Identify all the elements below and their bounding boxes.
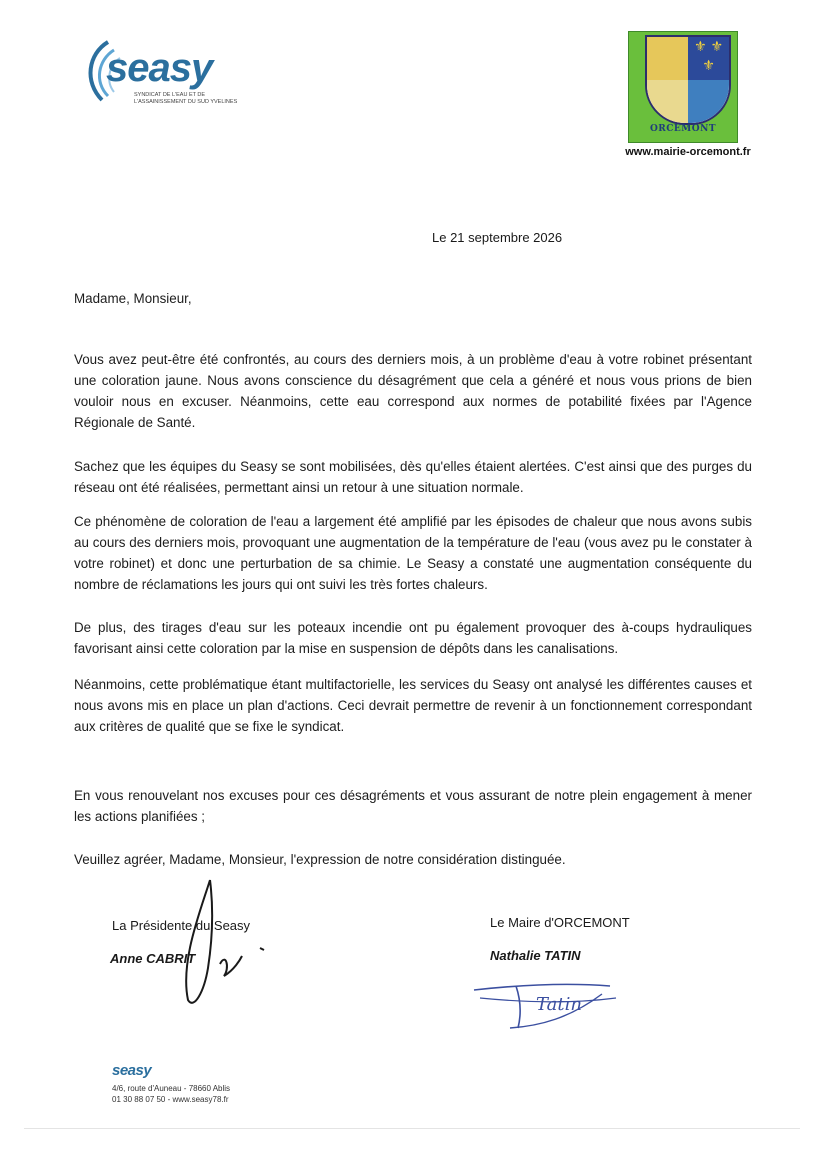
paragraph: Vous avez peut-être été confrontés, au cours des derniers mois, à un problème d'eau à votre robinet présentant une coloration jaune. Nous avons conscience du désagrément que cela a généré et nous vous prions de bien vouloir nous en excuser. Néanmoins, cette eau correspond aux normes de potabilité fixées par l'Agence Régionale de Santé. [74, 352, 752, 430]
president-title: La Présidente du Seasy [112, 918, 251, 933]
paragraph: Néanmoins, cette problématique étant multifactorielle, les services du Seasy ont analysé les différentes causes et nous avons mis en place un plan d'actions. Ceci devrait permettre de revenir à un fonctionnement correspondant aux critères de qualité que se fixe le syndicat. [74, 677, 752, 734]
seasy-tagline: SYNDICAT DE L'EAU ET DE L'ASSAINISSEMENT DU SUD YVELINES [134, 92, 238, 105]
salutation: Madame, Monsieur, [74, 291, 192, 306]
seasy-logo-word: seasy [106, 46, 213, 90]
mairie-website: www.mairie-orcemont.fr [625, 146, 751, 158]
crest-name: ORCEMONT [649, 124, 717, 134]
president-signature [170, 872, 270, 1012]
seasy-logo [78, 36, 238, 116]
closing-formula: Veuillez agréer, Madame, Monsieur, l'expression de notre considération distinguée. [74, 852, 566, 867]
crest-shield-icon: ⚜ ⚜ ⚜ [645, 35, 731, 125]
orcemont-crest [628, 31, 738, 143]
mayor-name: Nathalie TATIN [490, 948, 581, 963]
paragraph: En vous renouvelant nos excuses pour ces désagréments et vous assurant de notre plein engagement à mener les actions planifiées ; [74, 788, 752, 824]
paragraph: Ce phénomène de coloration de l'eau a largement été amplifié par les épisodes de chaleur que nous avons subis au cours des derniers mois, provoquant une augmentation de la température de l'eau (vous avez pu le constater à votre robinet) et donc une perturbation de sa chimie. Le Seasy a constaté une augmentation conséquente du nombre de réclamations les jours qui ont suivi les très fortes chaleurs. [74, 514, 752, 592]
paragraph: De plus, des tirages d'eau sur les poteaux incendie ont pu également provoquer des à-coups hydrauliques favorisant ainsi cette coloration par la mise en suspension de dépôts dans les canalisations. [74, 620, 752, 656]
footer-divider [24, 1128, 800, 1129]
mayor-title: Le Maire d'ORCEMONT [490, 915, 630, 930]
footer-contact-line: 01 30 88 07 50 - www.seasy78.fr [112, 1095, 229, 1104]
footer-address-line: 4/6, route d'Auneau - 78660 Ablis [112, 1084, 231, 1093]
footer-address [112, 1083, 230, 1105]
president-name: Anne CABRIT [110, 951, 196, 966]
mayor-signature [470, 968, 620, 1038]
footer-logo: seasy [112, 1062, 152, 1079]
svg-text:Tatin: Tatin [536, 994, 582, 1015]
letter-date: Le 21 septembre 2026 [432, 230, 563, 245]
paragraph: Sachez que les équipes du Seasy se sont mobilisées, dès qu'elles étaient alertées. C'est ainsi que des purges du réseau ont été réalisées, permettant ainsi un retour à une situation normale. [74, 459, 752, 495]
